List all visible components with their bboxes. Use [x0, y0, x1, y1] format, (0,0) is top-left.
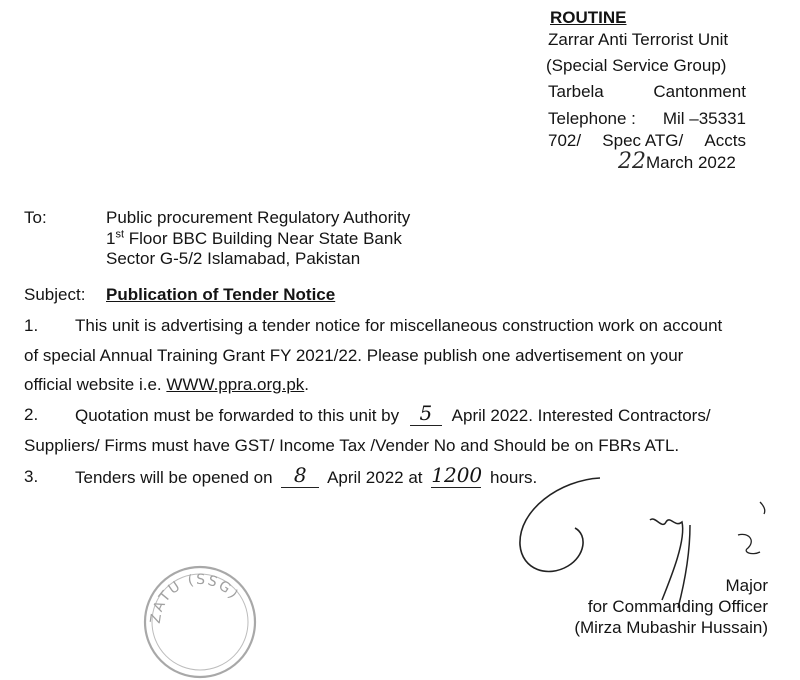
opening-day-handwritten: 8: [293, 463, 307, 487]
recipient-line1: Public procurement Regulatory Authority: [106, 208, 411, 227]
telephone-label: Telephone :: [548, 109, 636, 128]
para3-text-pre: Tenders will be opened on: [75, 468, 273, 487]
deadline-day-handwritten: 5: [419, 401, 433, 425]
recipient-floor-suffix: st: [115, 228, 125, 241]
classification-label: ROUTINE: [550, 8, 627, 27]
para3-text-mid: April 2022 at: [327, 468, 423, 487]
para2-text-pre: Quotation must be forwarded to this unit by: [75, 406, 400, 425]
unit-group: (Special Service Group): [546, 56, 727, 75]
opening-time-handwritten: 1200: [431, 463, 483, 487]
para1-line3-text: official website i.e.: [24, 375, 167, 394]
recipient-line3: Sector G-5/2 Islamabad, Pakistan: [106, 249, 361, 268]
para1-line3-period: .: [304, 375, 310, 394]
recipient-floor-number: 1: [106, 229, 116, 248]
location-left: Tarbela: [548, 82, 604, 101]
subject-title: Publication of Tender Notice: [106, 285, 336, 304]
signature-stroke-main: [650, 519, 683, 600]
svg-text:ZATU (SSG): [148, 572, 242, 625]
ref-part-c: Accts: [704, 131, 746, 150]
para1-number: 1.: [24, 316, 39, 335]
para2-text-post: April 2022. Interested Contractors/: [451, 406, 711, 425]
para2-number: 2.: [24, 405, 39, 424]
ref-part-b: Spec ATG/: [602, 131, 684, 150]
signature-stroke-c: [520, 478, 600, 571]
to-label: To:: [24, 208, 47, 227]
para1-line2: of special Annual Training Grant FY 2021/22. Please publish one advertisement on your: [24, 346, 684, 365]
stamp-text: ZATU (SSG): [147, 571, 242, 625]
subject-label: Subject:: [24, 285, 86, 304]
unit-stamp: [140, 560, 260, 680]
para2-line2: Suppliers/ Firms must have GST/ Income Tax /Vender No and Should be on FBRs ATL.: [24, 436, 680, 455]
telephone-value: Mil –35331: [662, 109, 746, 128]
para3-number: 3.: [24, 467, 39, 486]
para3-text-post: hours.: [489, 468, 538, 487]
date-text: March 2022: [646, 153, 736, 172]
signatory-rank: Major: [725, 576, 768, 595]
signatory-role: for Commanding Officer: [587, 597, 768, 616]
signature-stroke-flourish: [738, 534, 760, 553]
unit-line1: Zarrar Anti Terrorist Unit: [548, 30, 729, 49]
para1-line1: This unit is advertising a tender notice for miscellaneous construction work on account: [75, 316, 723, 335]
signature-stroke-mark: [760, 502, 765, 514]
ref-part-a: 702/: [548, 131, 582, 150]
signature-stroke-tail: [678, 525, 690, 608]
location-right: Cantonment: [653, 82, 746, 101]
date-day-handwritten: 22: [618, 149, 646, 174]
signatory-name: (Mirza Mubashir Hussain): [574, 618, 768, 637]
ppra-website-link[interactable]: WWW.ppra.org.pk: [166, 375, 305, 394]
recipient-line2-text: Floor BBC Building Near State Bank: [124, 229, 402, 248]
